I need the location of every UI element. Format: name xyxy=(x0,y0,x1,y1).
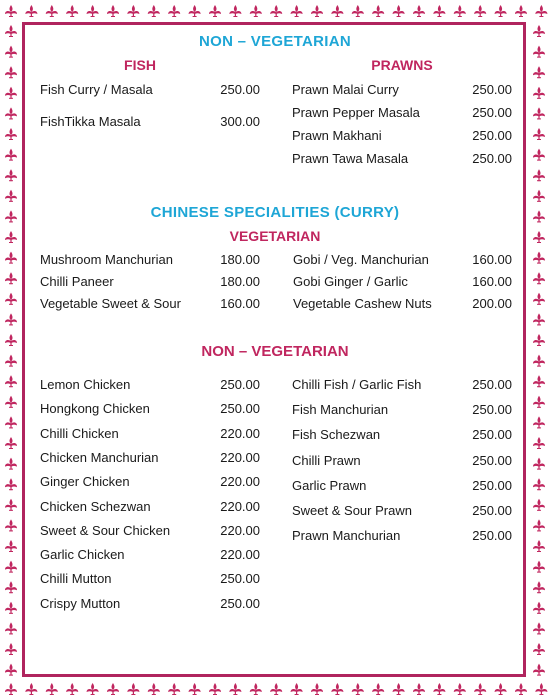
menu-item-name: FishTikka Masala xyxy=(40,114,141,129)
menu-item-name: Sweet & Sour Prawn xyxy=(292,503,412,518)
fleur-de-lis-icon xyxy=(107,5,119,17)
menu-item-price: 160.00 xyxy=(472,252,512,267)
fleur-de-lis-icon xyxy=(270,5,282,17)
fleur-de-lis-icon xyxy=(5,458,17,470)
menu-item-name: Prawn Malai Curry xyxy=(292,82,399,97)
menu-item-price: 250.00 xyxy=(220,401,260,417)
menu-item-name: Vegetable Sweet & Sour xyxy=(40,296,181,311)
fleur-de-lis-icon xyxy=(533,602,545,614)
menu-item-price: 250.00 xyxy=(472,128,512,143)
fleur-de-lis-icon xyxy=(5,149,17,161)
menu-item-price: 300.00 xyxy=(220,114,260,129)
fleur-de-lis-icon xyxy=(331,683,343,695)
fleur-de-lis-icon xyxy=(46,683,58,695)
fleur-de-lis-icon xyxy=(533,396,545,408)
menu-item-name: Mushroom Manchurian xyxy=(40,252,173,267)
fleur-de-lis-icon xyxy=(5,540,17,552)
fleur-de-lis-icon xyxy=(533,643,545,655)
menu-item-price: 250.00 xyxy=(220,595,260,611)
menu-item-name: Fish Manchurian xyxy=(292,402,389,418)
menu-item-price: 250.00 xyxy=(472,82,512,97)
fleur-de-lis-icon xyxy=(311,5,323,17)
fleur-de-lis-icon xyxy=(533,87,545,99)
fleur-de-lis-icon xyxy=(454,683,466,695)
fleur-de-lis-icon xyxy=(533,581,545,593)
menu-item-price: 250.00 xyxy=(472,427,512,443)
fleur-de-lis-icon xyxy=(533,190,545,202)
menu-item-price: 250.00 xyxy=(472,477,512,493)
fleur-de-lis-icon xyxy=(148,683,160,695)
fleur-de-lis-icon xyxy=(533,437,545,449)
fleur-de-lis-icon xyxy=(229,683,241,695)
fleur-de-lis-icon xyxy=(127,683,139,695)
fleur-de-lis-icon xyxy=(5,375,17,387)
fleur-de-lis-icon xyxy=(533,519,545,531)
menu-item-name: Prawn Pepper Masala xyxy=(292,105,420,120)
menu-item-name: Prawn Manchurian xyxy=(292,528,401,544)
fleur-de-lis-icon xyxy=(454,5,466,17)
fleur-de-lis-icon xyxy=(5,66,17,78)
heading-prawns: PRAWNS xyxy=(371,57,433,73)
fleur-de-lis-icon xyxy=(5,499,17,511)
fleur-de-lis-icon xyxy=(5,252,17,264)
section-title-non-vegetarian: NON – VEGETARIAN xyxy=(198,33,352,50)
menu-item-name: Prawn Tawa Masala xyxy=(292,151,409,166)
fleur-de-lis-icon xyxy=(209,5,221,17)
menu-item-name: Ginger Chicken xyxy=(40,474,130,490)
fleur-de-lis-icon xyxy=(533,561,545,573)
menu-item-price: 250.00 xyxy=(472,105,512,120)
menu-item-name: Fish Curry / Masala xyxy=(40,82,153,97)
menu-item-price: 220.00 xyxy=(220,425,260,441)
menu-item-name: Hongkong Chicken xyxy=(40,401,150,417)
fleur-de-lis-icon xyxy=(168,5,180,17)
fleur-de-lis-icon xyxy=(5,519,17,531)
menu-item-name: Chilli Chicken xyxy=(40,425,119,441)
fleur-de-lis-icon xyxy=(533,293,545,305)
menu-item-name: Vegetable Cashew Nuts xyxy=(293,296,432,311)
fleur-de-lis-icon xyxy=(533,107,545,119)
fleur-de-lis-icon xyxy=(533,416,545,428)
fleur-de-lis-icon xyxy=(46,5,58,17)
fleur-de-lis-icon xyxy=(5,313,17,325)
fleur-de-lis-icon xyxy=(413,5,425,17)
fleur-de-lis-icon xyxy=(107,683,119,695)
fleur-de-lis-icon xyxy=(495,683,507,695)
fleur-de-lis-icon xyxy=(189,5,201,17)
fleur-de-lis-icon xyxy=(25,683,37,695)
menu-item-price: 250.00 xyxy=(472,402,512,418)
fleur-de-lis-icon xyxy=(533,252,545,264)
fleur-de-lis-icon xyxy=(87,5,99,17)
fleur-de-lis-icon xyxy=(291,5,303,17)
fleur-de-lis-icon xyxy=(393,5,405,17)
fleur-de-lis-icon xyxy=(533,664,545,676)
menu-item-name: Sweet & Sour Chicken xyxy=(40,522,171,538)
fleur-de-lis-icon xyxy=(5,87,17,99)
fleur-de-lis-icon xyxy=(5,561,17,573)
fleur-de-lis-icon xyxy=(533,499,545,511)
fleur-de-lis-icon xyxy=(5,272,17,284)
menu-item-price: 160.00 xyxy=(472,274,512,289)
fleur-de-lis-icon xyxy=(413,683,425,695)
fleur-de-lis-icon xyxy=(66,683,78,695)
fleur-de-lis-icon xyxy=(5,416,17,428)
fleur-de-lis-icon xyxy=(533,128,545,140)
menu-item-price: 220.00 xyxy=(220,449,260,465)
fleur-de-lis-icon xyxy=(533,478,545,490)
fleur-de-lis-icon xyxy=(474,683,486,695)
fleur-de-lis-icon xyxy=(87,683,99,695)
fleur-de-lis-icon xyxy=(250,683,262,695)
fleur-de-lis-icon xyxy=(433,683,445,695)
fleur-de-lis-icon xyxy=(533,66,545,78)
fleur-de-lis-icon xyxy=(352,5,364,17)
menu-item-name: Chilli Paneer xyxy=(40,274,114,289)
fleur-de-lis-icon xyxy=(515,683,527,695)
fleur-de-lis-icon xyxy=(189,683,201,695)
fleur-de-lis-icon xyxy=(209,683,221,695)
menu-item-price: 160.00 xyxy=(220,296,260,311)
fleur-de-lis-icon xyxy=(533,540,545,552)
section-title-chinese-specialities: CHINESE SPECIALITIES (CURRY) xyxy=(150,204,400,221)
fleur-de-lis-icon xyxy=(352,683,364,695)
menu-item-price: 250.00 xyxy=(220,571,260,587)
fleur-de-lis-icon xyxy=(127,5,139,17)
menu-item-price: 250.00 xyxy=(472,452,512,468)
fleur-de-lis-icon xyxy=(148,5,160,17)
heading-fish: FISH xyxy=(124,57,156,73)
fleur-de-lis-icon xyxy=(533,272,545,284)
fleur-de-lis-icon xyxy=(5,683,17,695)
menu-item-name: Chilli Prawn xyxy=(292,452,361,468)
fleur-de-lis-icon xyxy=(533,169,545,181)
menu-item-price: 180.00 xyxy=(220,252,260,267)
menu-item-name: Garlic Chicken xyxy=(40,547,125,563)
fleur-de-lis-icon xyxy=(229,5,241,17)
menu-item-name: Gobi Ginger / Garlic xyxy=(293,274,408,289)
fleur-de-lis-icon xyxy=(372,5,384,17)
menu-item-price: 250.00 xyxy=(472,151,512,166)
heading-vegetarian: VEGETARIAN xyxy=(229,228,321,244)
fleur-de-lis-icon xyxy=(250,5,262,17)
fleur-de-lis-icon xyxy=(433,5,445,17)
fleur-de-lis-icon xyxy=(291,683,303,695)
menu-item-name: Lemon Chicken xyxy=(40,377,131,392)
fleur-de-lis-icon xyxy=(5,107,17,119)
fleur-de-lis-icon xyxy=(393,683,405,695)
fleur-de-lis-icon xyxy=(331,5,343,17)
fleur-de-lis-icon xyxy=(311,683,323,695)
menu-item-name: Chilli Mutton xyxy=(40,571,112,587)
fleur-de-lis-icon xyxy=(25,5,37,17)
menu-item-price: 220.00 xyxy=(220,498,260,514)
menu-item-name: Chicken Manchurian xyxy=(40,449,159,465)
menu-item-name: Fish Schezwan xyxy=(292,427,381,443)
fleur-de-lis-icon xyxy=(372,683,384,695)
fleur-de-lis-icon xyxy=(533,458,545,470)
fleur-de-lis-icon xyxy=(5,190,17,202)
fleur-de-lis-icon xyxy=(5,5,17,17)
menu-item-price: 180.00 xyxy=(220,274,260,289)
fleur-de-lis-icon xyxy=(535,5,547,17)
fleur-de-lis-icon xyxy=(5,581,17,593)
menu-item-price: 220.00 xyxy=(220,474,260,490)
menu-item-name: Gobi / Veg. Manchurian xyxy=(293,252,429,267)
menu-item-price: 250.00 xyxy=(220,377,260,392)
menu-item-price: 250.00 xyxy=(220,82,260,97)
menu-item-price: 250.00 xyxy=(472,528,512,544)
fleur-de-lis-icon xyxy=(5,437,17,449)
fleur-de-lis-icon xyxy=(533,622,545,634)
menu-item-price: 200.00 xyxy=(472,296,512,311)
fleur-de-lis-icon xyxy=(5,622,17,634)
menu-item-price: 220.00 xyxy=(220,547,260,563)
fleur-de-lis-icon xyxy=(5,128,17,140)
fleur-de-lis-icon xyxy=(270,683,282,695)
fleur-de-lis-icon xyxy=(533,313,545,325)
menu-item-name: Garlic Prawn xyxy=(292,477,367,493)
menu-item-price: 220.00 xyxy=(220,522,260,538)
fleur-de-lis-icon xyxy=(5,643,17,655)
fleur-de-lis-icon xyxy=(474,5,486,17)
menu-item-name: Chilli Fish / Garlic Fish xyxy=(292,377,422,392)
fleur-de-lis-icon xyxy=(533,375,545,387)
fleur-de-lis-icon xyxy=(5,293,17,305)
fleur-de-lis-icon xyxy=(495,5,507,17)
fleur-de-lis-icon xyxy=(515,5,527,17)
menu-item-name: Prawn Makhani xyxy=(292,128,382,143)
fleur-de-lis-icon xyxy=(5,602,17,614)
menu-item-price: 250.00 xyxy=(472,377,512,392)
section-title-non-vegetarian-chinese: NON – VEGETARIAN xyxy=(201,343,349,360)
fleur-de-lis-icon xyxy=(5,396,17,408)
fleur-de-lis-icon xyxy=(533,149,545,161)
fleur-de-lis-icon xyxy=(5,169,17,181)
menu-item-name: Crispy Mutton xyxy=(40,595,121,611)
menu-item-name: Chicken Schezwan xyxy=(40,498,151,514)
menu-item-price: 250.00 xyxy=(472,503,512,518)
fleur-de-lis-icon xyxy=(66,5,78,17)
fleur-de-lis-icon xyxy=(5,664,17,676)
fleur-de-lis-icon xyxy=(535,683,547,695)
fleur-de-lis-icon xyxy=(5,478,17,490)
fleur-de-lis-icon xyxy=(168,683,180,695)
